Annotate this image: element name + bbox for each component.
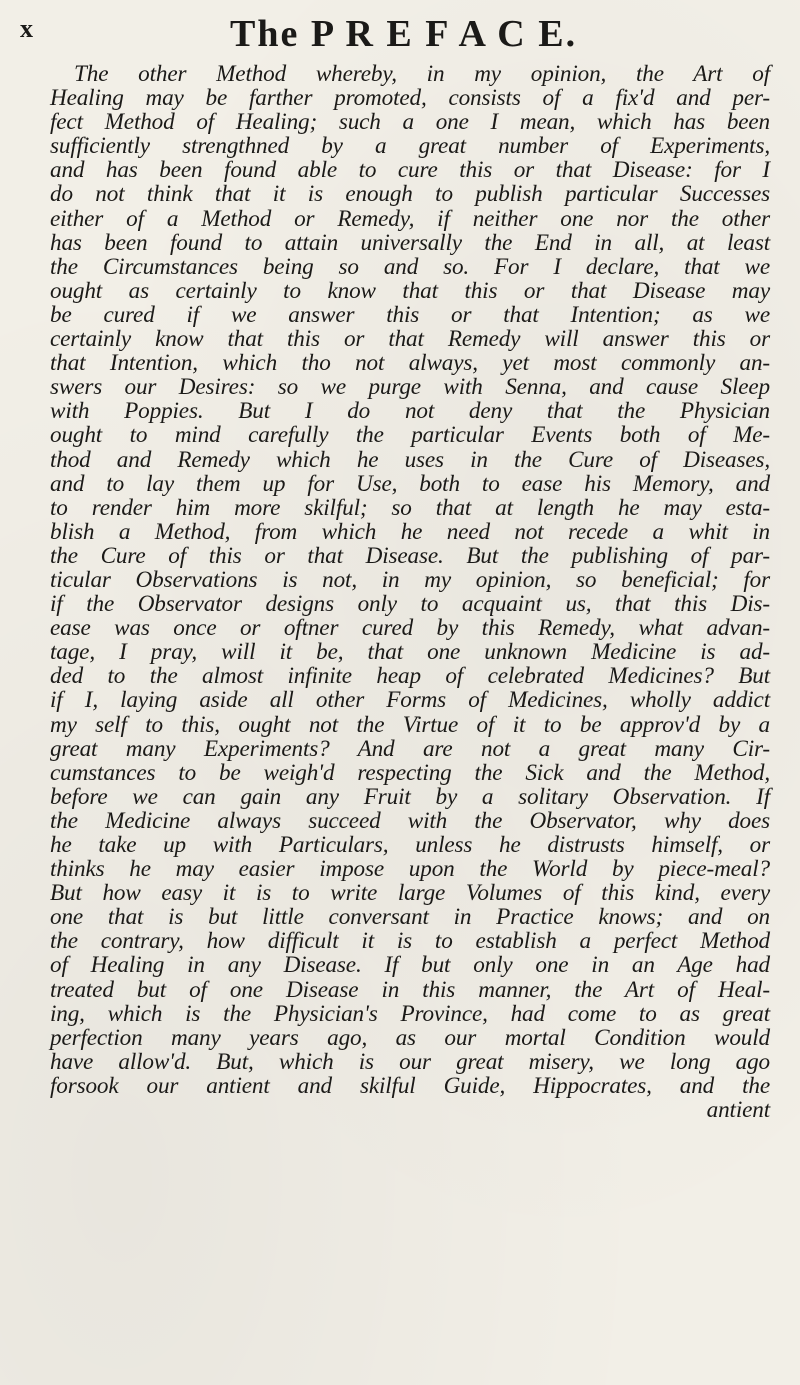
text-line: thinks he may easier impose upon the World by piece-meal? — [50, 856, 770, 883]
text-line: he take up with Particulars, unless he distrusts himself, or — [50, 832, 770, 858]
text-line: to render him more skilful; so that at length he may esta- — [50, 494, 770, 521]
text-line: if the Observator designs only to acquaint us, that this Dis- — [50, 591, 770, 618]
text-line: either of a Method or Remedy, if neither one nor the other — [50, 205, 770, 232]
text-line: the contrary, how difficult it is to establish a perfect Method — [50, 928, 770, 955]
text-line: the Circumstances being so and so. For I declare, that we — [50, 253, 770, 280]
running-title: The P R E F A C E. — [230, 13, 578, 55]
text-line: ease was once or oftner cured by this Remedy, what advan- — [50, 615, 770, 642]
text-line: forsook our antient and skilful Guide, Hippocrates, and the — [50, 1072, 770, 1099]
text-line: one that is but little conversant in Practice knows; and on — [50, 904, 770, 931]
text-line: blish a Method, from which he need not recede a whit in — [50, 518, 770, 545]
text-line: the Medicine always succeed with the Observator, why does — [50, 807, 770, 834]
text-line: Healing may be farther promoted, consists of a fix'd and per- — [50, 85, 770, 112]
text-line: ticular Observations is not, in my opinion, so beneficial; for — [50, 566, 770, 593]
text-line: ought as certainly to know that this or that Disease may — [50, 277, 770, 304]
text-line: if I, laying aside all other Forms of Medicines, wholly addict — [50, 687, 770, 714]
text-line: of Healing in any Disease. If but only one in an Age had — [50, 952, 770, 979]
text-line: But how easy it is to write large Volumes of this kind, every — [50, 880, 770, 907]
text-line: be cured if we answer this or that Intention; as we — [50, 301, 770, 328]
running-head — [20, 12, 780, 56]
text-line: sufficiently strengthned by a great number of Experiments, — [50, 133, 770, 160]
text-line: have allow'd. But, which is our great misery, we long ago — [50, 1048, 770, 1075]
text-line: my self to this, ought not the Virtue of it to be approv'd by a — [50, 711, 770, 738]
text-line: and has been found able to cure this or that Disease: for I — [50, 157, 770, 184]
text-line: the Cure of this or that Disease. But the publishing of par- — [50, 542, 770, 569]
text-line: before we can gain any Fruit by a solitary Observation. If — [50, 783, 770, 810]
text-line: ought to mind carefully the particular Events both of Me- — [50, 422, 770, 449]
body-text — [50, 62, 770, 1122]
text-line: ded to the almost infinite heap of celebrated Medicines? But — [50, 663, 770, 690]
text-line: treated but of one Disease in this manner, the Art of Heal- — [50, 976, 770, 1003]
page-number: x — [20, 14, 34, 43]
text-line: swers our Desires: so we purge with Senna, and cause Sleep — [50, 374, 770, 401]
text-line: certainly know that this or that Remedy will answer this or — [50, 326, 770, 353]
text-line: with Poppies. But I do not deny that the Physician — [50, 398, 770, 425]
catchword: antient — [706, 1097, 770, 1124]
text-line: fect Method of Healing; such a one I mean, which has been — [50, 109, 770, 136]
text-line: great many Experiments? And are not a great many Cir- — [50, 735, 770, 762]
text-line: The other Method whereby, in my opinion, the Art of — [74, 61, 770, 87]
text-line: do not think that it is enough to publish particular Successes — [50, 181, 770, 208]
text-line: cumstances to be weigh'd respecting the Sick and the Method, — [50, 759, 770, 786]
text-line: perfection many years ago, as our mortal Condition would — [50, 1024, 770, 1051]
text-line: tage, I pray, will it be, that one unknown Medicine is ad- — [50, 639, 770, 666]
text-line: and to lay them up for Use, both to ease his Memory, and — [50, 470, 770, 497]
text-line: that Intention, which tho not always, yet most commonly an- — [50, 350, 770, 377]
text-line: has been found to attain universally the End in all, at least — [50, 229, 770, 256]
text-line: thod and Remedy which he uses in the Cure of Diseases, — [50, 446, 770, 473]
text-line: ing, which is the Physician's Province, had come to as great — [50, 1000, 770, 1027]
